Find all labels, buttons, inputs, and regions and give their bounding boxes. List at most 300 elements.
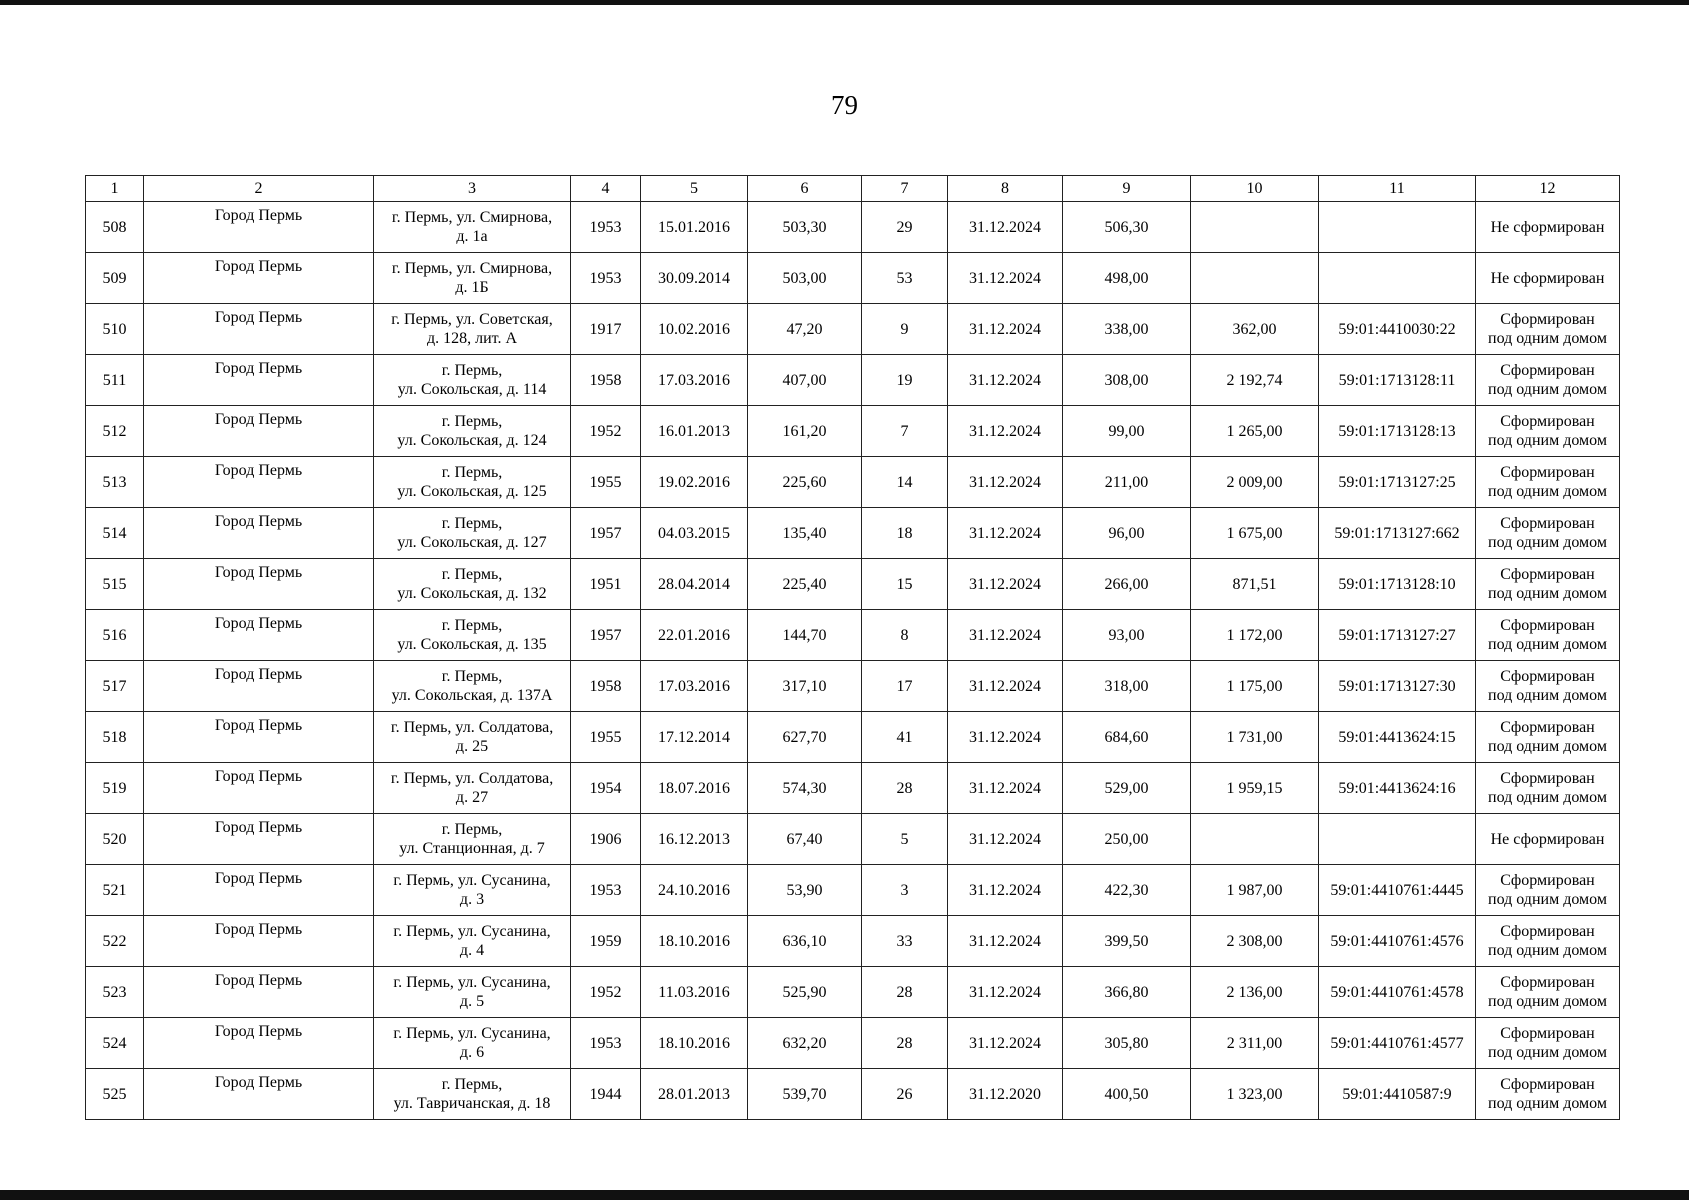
area-cell: 135,40 bbox=[748, 508, 862, 559]
land-status-line: под одним домом bbox=[1488, 789, 1607, 806]
area-cell: 525,90 bbox=[748, 967, 862, 1018]
area-cell: 47,20 bbox=[748, 304, 862, 355]
recognition-date-cell: 15.01.2016 bbox=[641, 202, 748, 253]
land-status-line: под одним домом bbox=[1488, 1044, 1607, 1061]
table-row bbox=[86, 355, 1620, 406]
row-number-cell: 514 bbox=[86, 508, 144, 559]
address-cell bbox=[374, 661, 571, 712]
address-line: ул. Сокольская, д. 135 bbox=[397, 636, 547, 653]
recognition-date-cell: 10.02.2016 bbox=[641, 304, 748, 355]
land-status-line: Сформирован bbox=[1500, 515, 1595, 532]
municipality-cell: Город Пермь bbox=[144, 202, 374, 253]
municipality-cell: Город Пермь bbox=[144, 610, 374, 661]
row-number-cell: 511 bbox=[86, 355, 144, 406]
table-row bbox=[86, 763, 1620, 814]
table-row bbox=[86, 865, 1620, 916]
living-area-cell: 529,00 bbox=[1063, 763, 1191, 814]
residents-cell: 53 bbox=[862, 253, 948, 304]
column-number-1: 1 bbox=[86, 176, 144, 202]
year-built-cell: 1959 bbox=[571, 916, 641, 967]
address-line: ул. Тавричанская, д. 18 bbox=[393, 1095, 551, 1112]
address-cell bbox=[374, 610, 571, 661]
land-status-line: под одним домом bbox=[1488, 993, 1607, 1010]
residents-cell: 5 bbox=[862, 814, 948, 865]
year-built-cell: 1952 bbox=[571, 406, 641, 457]
living-area-cell: 684,60 bbox=[1063, 712, 1191, 763]
year-built-cell: 1951 bbox=[571, 559, 641, 610]
resettlement-deadline-cell: 31.12.2024 bbox=[948, 355, 1063, 406]
municipality-cell: Город Пермь bbox=[144, 763, 374, 814]
address-line: г. Пермь, ул. Солдатова, bbox=[390, 719, 554, 736]
resettlement-deadline-cell: 31.12.2024 bbox=[948, 814, 1063, 865]
land-status-line: Сформирован bbox=[1500, 668, 1595, 685]
row-number-cell: 513 bbox=[86, 457, 144, 508]
area-cell: 317,10 bbox=[748, 661, 862, 712]
resettlement-deadline-cell: 31.12.2024 bbox=[948, 916, 1063, 967]
land-status-line: под одним домом bbox=[1488, 432, 1607, 449]
land-area-cell: 2 136,00 bbox=[1191, 967, 1319, 1018]
land-status-cell bbox=[1476, 508, 1620, 559]
land-status-line: Не сформирован bbox=[1490, 269, 1605, 287]
land-area-cell: 2 311,00 bbox=[1191, 1018, 1319, 1069]
row-number-cell: 523 bbox=[86, 967, 144, 1018]
address-line: г. Пермь, bbox=[441, 668, 503, 685]
address-cell bbox=[374, 763, 571, 814]
recognition-date-cell: 17.03.2016 bbox=[641, 661, 748, 712]
municipality-cell: Город Пермь bbox=[144, 1069, 374, 1120]
recognition-date-cell: 04.03.2015 bbox=[641, 508, 748, 559]
address-line: г. Пермь, ул. Сусанина, bbox=[393, 923, 551, 940]
row-number-cell: 515 bbox=[86, 559, 144, 610]
row-number-cell: 521 bbox=[86, 865, 144, 916]
land-status-cell bbox=[1476, 253, 1620, 304]
land-status-cell bbox=[1476, 814, 1620, 865]
address-line: ул. Сокольская, д. 125 bbox=[397, 483, 547, 500]
table-row bbox=[86, 661, 1620, 712]
recognition-date-cell: 28.01.2013 bbox=[641, 1069, 748, 1120]
recognition-date-cell: 16.12.2013 bbox=[641, 814, 748, 865]
land-area-cell: 2 308,00 bbox=[1191, 916, 1319, 967]
address-line: д. 6 bbox=[459, 1044, 485, 1061]
address-line: ул. Сокольская, д. 132 bbox=[397, 585, 547, 602]
land-status-cell bbox=[1476, 712, 1620, 763]
address-line: г. Пермь, bbox=[441, 362, 503, 379]
land-area-cell: 1 675,00 bbox=[1191, 508, 1319, 559]
resettlement-deadline-cell: 31.12.2024 bbox=[948, 712, 1063, 763]
resettlement-deadline-cell: 31.12.2024 bbox=[948, 304, 1063, 355]
table-row bbox=[86, 1018, 1620, 1069]
recognition-date-cell: 17.03.2016 bbox=[641, 355, 748, 406]
residents-cell: 15 bbox=[862, 559, 948, 610]
land-status-line: Не сформирован bbox=[1490, 830, 1605, 848]
area-cell: 407,00 bbox=[748, 355, 862, 406]
cadastral-number-cell: 59:01:1713128:13 bbox=[1319, 406, 1476, 457]
living-area-cell: 422,30 bbox=[1063, 865, 1191, 916]
resettlement-deadline-cell: 31.12.2020 bbox=[948, 1069, 1063, 1120]
year-built-cell: 1944 bbox=[571, 1069, 641, 1120]
row-number-cell: 519 bbox=[86, 763, 144, 814]
living-area-cell: 400,50 bbox=[1063, 1069, 1191, 1120]
land-status-line: Сформирован bbox=[1500, 872, 1595, 889]
land-status-line: под одним домом bbox=[1488, 738, 1607, 755]
cadastral-number-cell bbox=[1319, 202, 1476, 253]
area-cell: 225,60 bbox=[748, 457, 862, 508]
resettlement-deadline-cell: 31.12.2024 bbox=[948, 661, 1063, 712]
land-status-line: Сформирован bbox=[1500, 617, 1595, 634]
address-cell bbox=[374, 916, 571, 967]
table-row bbox=[86, 202, 1620, 253]
year-built-cell: 1955 bbox=[571, 457, 641, 508]
living-area-cell: 250,00 bbox=[1063, 814, 1191, 865]
municipality-cell: Город Пермь bbox=[144, 304, 374, 355]
row-number-cell: 509 bbox=[86, 253, 144, 304]
table-row bbox=[86, 508, 1620, 559]
cadastral-number-cell: 59:01:4410030:22 bbox=[1319, 304, 1476, 355]
address-line: г. Пермь, bbox=[441, 821, 503, 838]
land-status-line: Сформирован bbox=[1500, 1025, 1595, 1042]
land-status-cell bbox=[1476, 202, 1620, 253]
address-line: д. 5 bbox=[459, 993, 485, 1010]
row-number-cell: 522 bbox=[86, 916, 144, 967]
address-line: д. 128, лит. А bbox=[426, 330, 518, 347]
land-area-cell: 362,00 bbox=[1191, 304, 1319, 355]
address-line: ул. Сокольская, д. 114 bbox=[397, 381, 547, 398]
land-status-line: Сформирован bbox=[1500, 362, 1595, 379]
residents-cell: 29 bbox=[862, 202, 948, 253]
land-status-cell bbox=[1476, 304, 1620, 355]
residents-cell: 17 bbox=[862, 661, 948, 712]
residents-cell: 18 bbox=[862, 508, 948, 559]
year-built-cell: 1906 bbox=[571, 814, 641, 865]
municipality-cell: Город Пермь bbox=[144, 916, 374, 967]
recognition-date-cell: 18.10.2016 bbox=[641, 916, 748, 967]
residents-cell: 19 bbox=[862, 355, 948, 406]
resettlement-deadline-cell: 31.12.2024 bbox=[948, 763, 1063, 814]
living-area-cell: 366,80 bbox=[1063, 967, 1191, 1018]
resettlement-deadline-cell: 31.12.2024 bbox=[948, 1018, 1063, 1069]
cadastral-number-cell: 59:01:4410587:9 bbox=[1319, 1069, 1476, 1120]
address-line: д. 4 bbox=[459, 942, 485, 959]
land-status-line: под одним домом bbox=[1488, 330, 1607, 347]
living-area-cell: 308,00 bbox=[1063, 355, 1191, 406]
land-status-cell bbox=[1476, 763, 1620, 814]
municipality-cell: Город Пермь bbox=[144, 406, 374, 457]
living-area-cell: 506,30 bbox=[1063, 202, 1191, 253]
area-cell: 161,20 bbox=[748, 406, 862, 457]
residents-cell: 28 bbox=[862, 1018, 948, 1069]
resettlement-deadline-cell: 31.12.2024 bbox=[948, 406, 1063, 457]
land-area-cell bbox=[1191, 253, 1319, 304]
row-number-cell: 508 bbox=[86, 202, 144, 253]
address-cell bbox=[374, 814, 571, 865]
column-number-12: 12 bbox=[1476, 176, 1620, 202]
address-line: г. Пермь, ул. Советская, bbox=[391, 311, 553, 328]
land-area-cell: 1 731,00 bbox=[1191, 712, 1319, 763]
row-number-cell: 518 bbox=[86, 712, 144, 763]
land-status-cell bbox=[1476, 457, 1620, 508]
land-status-line: под одним домом bbox=[1488, 381, 1607, 398]
area-cell: 539,70 bbox=[748, 1069, 862, 1120]
land-status-line: Не сформирован bbox=[1490, 218, 1605, 236]
living-area-cell: 266,00 bbox=[1063, 559, 1191, 610]
residents-cell: 33 bbox=[862, 916, 948, 967]
cadastral-number-cell: 59:01:1713127:27 bbox=[1319, 610, 1476, 661]
cadastral-number-cell: 59:01:4410761:4577 bbox=[1319, 1018, 1476, 1069]
land-status-cell bbox=[1476, 355, 1620, 406]
municipality-cell: Город Пермь bbox=[144, 508, 374, 559]
address-cell bbox=[374, 1069, 571, 1120]
cadastral-number-cell: 59:01:1713128:10 bbox=[1319, 559, 1476, 610]
table-row bbox=[86, 457, 1620, 508]
table-row bbox=[86, 916, 1620, 967]
land-area-cell: 2 192,74 bbox=[1191, 355, 1319, 406]
cadastral-number-cell: 59:01:4410761:4576 bbox=[1319, 916, 1476, 967]
land-status-cell bbox=[1476, 661, 1620, 712]
recognition-date-cell: 22.01.2016 bbox=[641, 610, 748, 661]
table-row bbox=[86, 559, 1620, 610]
land-status-line: под одним домом bbox=[1488, 483, 1607, 500]
area-cell: 225,40 bbox=[748, 559, 862, 610]
land-status-line: под одним домом bbox=[1488, 687, 1607, 704]
row-number-cell: 516 bbox=[86, 610, 144, 661]
bottom-scan-border bbox=[0, 1190, 1689, 1200]
residents-cell: 41 bbox=[862, 712, 948, 763]
address-line: г. Пермь, ул. Сусанина, bbox=[393, 974, 551, 991]
resettlement-deadline-cell: 31.12.2024 bbox=[948, 457, 1063, 508]
resettlement-deadline-cell: 31.12.2024 bbox=[948, 610, 1063, 661]
land-status-line: под одним домом bbox=[1488, 636, 1607, 653]
land-status-line: Сформирован bbox=[1500, 923, 1595, 940]
municipality-cell: Город Пермь bbox=[144, 559, 374, 610]
year-built-cell: 1957 bbox=[571, 610, 641, 661]
address-cell bbox=[374, 508, 571, 559]
table-row bbox=[86, 304, 1620, 355]
cadastral-number-cell: 59:01:4410761:4445 bbox=[1319, 865, 1476, 916]
column-number-6: 6 bbox=[748, 176, 862, 202]
residents-cell: 7 bbox=[862, 406, 948, 457]
address-cell bbox=[374, 967, 571, 1018]
land-status-line: Сформирован bbox=[1500, 413, 1595, 430]
residents-cell: 14 bbox=[862, 457, 948, 508]
table-body bbox=[86, 202, 1620, 1120]
resettlement-deadline-cell: 31.12.2024 bbox=[948, 253, 1063, 304]
land-status-cell bbox=[1476, 559, 1620, 610]
year-built-cell: 1953 bbox=[571, 1018, 641, 1069]
land-status-line: Сформирован bbox=[1500, 311, 1595, 328]
municipality-cell: Город Пермь bbox=[144, 967, 374, 1018]
table-row bbox=[86, 253, 1620, 304]
land-status-cell bbox=[1476, 916, 1620, 967]
address-line: г. Пермь, bbox=[441, 1076, 503, 1093]
land-area-cell bbox=[1191, 814, 1319, 865]
land-area-cell: 1 172,00 bbox=[1191, 610, 1319, 661]
land-area-cell: 1 323,00 bbox=[1191, 1069, 1319, 1120]
address-line: д. 27 bbox=[455, 789, 489, 806]
residents-cell: 3 bbox=[862, 865, 948, 916]
row-number-cell: 524 bbox=[86, 1018, 144, 1069]
land-status-line: под одним домом bbox=[1488, 585, 1607, 602]
municipality-cell: Город Пермь bbox=[144, 865, 374, 916]
living-area-cell: 99,00 bbox=[1063, 406, 1191, 457]
recognition-date-cell: 28.04.2014 bbox=[641, 559, 748, 610]
resettlement-deadline-cell: 31.12.2024 bbox=[948, 508, 1063, 559]
living-area-cell: 96,00 bbox=[1063, 508, 1191, 559]
municipality-cell: Город Пермь bbox=[144, 661, 374, 712]
recognition-date-cell: 11.03.2016 bbox=[641, 967, 748, 1018]
area-cell: 503,30 bbox=[748, 202, 862, 253]
land-status-line: Сформирован bbox=[1500, 974, 1595, 991]
area-cell: 144,70 bbox=[748, 610, 862, 661]
resettlement-deadline-cell: 31.12.2024 bbox=[948, 202, 1063, 253]
year-built-cell: 1953 bbox=[571, 202, 641, 253]
cadastral-number-cell: 59:01:4413624:16 bbox=[1319, 763, 1476, 814]
living-area-cell: 93,00 bbox=[1063, 610, 1191, 661]
land-area-cell: 2 009,00 bbox=[1191, 457, 1319, 508]
address-cell bbox=[374, 457, 571, 508]
header-row bbox=[86, 176, 1620, 202]
municipality-cell: Город Пермь bbox=[144, 712, 374, 763]
recognition-date-cell: 16.01.2013 bbox=[641, 406, 748, 457]
land-status-line: Сформирован bbox=[1500, 566, 1595, 583]
column-number-11: 11 bbox=[1319, 176, 1476, 202]
land-status-cell bbox=[1476, 1069, 1620, 1120]
residents-cell: 9 bbox=[862, 304, 948, 355]
residents-cell: 28 bbox=[862, 763, 948, 814]
land-status-line: под одним домом bbox=[1488, 942, 1607, 959]
living-area-cell: 211,00 bbox=[1063, 457, 1191, 508]
land-area-cell: 1 987,00 bbox=[1191, 865, 1319, 916]
municipality-cell: Город Пермь bbox=[144, 355, 374, 406]
cadastral-number-cell: 59:01:1713128:11 bbox=[1319, 355, 1476, 406]
living-area-cell: 498,00 bbox=[1063, 253, 1191, 304]
area-cell: 574,30 bbox=[748, 763, 862, 814]
resettlement-deadline-cell: 31.12.2024 bbox=[948, 967, 1063, 1018]
recognition-date-cell: 24.10.2016 bbox=[641, 865, 748, 916]
address-cell bbox=[374, 355, 571, 406]
recognition-date-cell: 18.10.2016 bbox=[641, 1018, 748, 1069]
cadastral-number-cell: 59:01:4413624:15 bbox=[1319, 712, 1476, 763]
municipality-cell: Город Пермь bbox=[144, 457, 374, 508]
land-status-cell bbox=[1476, 1018, 1620, 1069]
column-number-header bbox=[86, 176, 1620, 202]
address-line: г. Пермь, ул. Смирнова, bbox=[391, 209, 553, 226]
page-number: 79 bbox=[831, 90, 858, 120]
row-number-cell: 520 bbox=[86, 814, 144, 865]
address-line: г. Пермь, bbox=[441, 515, 503, 532]
address-line: г. Пермь, bbox=[441, 617, 503, 634]
year-built-cell: 1953 bbox=[571, 865, 641, 916]
address-line: г. Пермь, ул. Сусанина, bbox=[393, 872, 551, 889]
land-status-line: Сформирован bbox=[1500, 719, 1595, 736]
cadastral-number-cell bbox=[1319, 814, 1476, 865]
cadastral-number-cell: 59:01:1713127:25 bbox=[1319, 457, 1476, 508]
land-status-cell bbox=[1476, 406, 1620, 457]
resettlement-deadline-cell: 31.12.2024 bbox=[948, 559, 1063, 610]
year-built-cell: 1955 bbox=[571, 712, 641, 763]
year-built-cell: 1958 bbox=[571, 661, 641, 712]
housing-register-table bbox=[85, 175, 1620, 1120]
land-status-line: Сформирован bbox=[1500, 464, 1595, 481]
table-row bbox=[86, 712, 1620, 763]
residents-cell: 8 bbox=[862, 610, 948, 661]
address-line: ул. Сокольская, д. 137А bbox=[391, 687, 553, 704]
land-status-cell bbox=[1476, 865, 1620, 916]
address-line: д. 25 bbox=[455, 738, 489, 755]
column-number-5: 5 bbox=[641, 176, 748, 202]
land-status-line: под одним домом bbox=[1488, 1095, 1607, 1112]
living-area-cell: 305,80 bbox=[1063, 1018, 1191, 1069]
cadastral-number-cell: 59:01:1713127:662 bbox=[1319, 508, 1476, 559]
address-line: д. 1а bbox=[456, 228, 488, 245]
address-line: ул. Сокольская, д. 124 bbox=[397, 432, 547, 449]
column-number-3: 3 bbox=[374, 176, 571, 202]
municipality-cell: Город Пермь bbox=[144, 814, 374, 865]
address-line: г. Пермь, ул. Солдатова, bbox=[390, 770, 554, 787]
land-area-cell: 1 175,00 bbox=[1191, 661, 1319, 712]
area-cell: 67,40 bbox=[748, 814, 862, 865]
living-area-cell: 318,00 bbox=[1063, 661, 1191, 712]
area-cell: 53,90 bbox=[748, 865, 862, 916]
year-built-cell: 1958 bbox=[571, 355, 641, 406]
address-cell bbox=[374, 559, 571, 610]
address-line: г. Пермь, ул. Сусанина, bbox=[393, 1025, 551, 1042]
table-row bbox=[86, 1069, 1620, 1120]
cadastral-number-cell: 59:01:1713127:30 bbox=[1319, 661, 1476, 712]
land-area-cell: 1 265,00 bbox=[1191, 406, 1319, 457]
table-row bbox=[86, 814, 1620, 865]
resettlement-deadline-cell: 31.12.2024 bbox=[948, 865, 1063, 916]
area-cell: 632,20 bbox=[748, 1018, 862, 1069]
column-number-9: 9 bbox=[1063, 176, 1191, 202]
address-line: ул. Станционная, д. 7 bbox=[399, 840, 545, 857]
recognition-date-cell: 17.12.2014 bbox=[641, 712, 748, 763]
land-area-cell bbox=[1191, 202, 1319, 253]
residents-cell: 26 bbox=[862, 1069, 948, 1120]
column-number-7: 7 bbox=[862, 176, 948, 202]
address-cell bbox=[374, 253, 571, 304]
area-cell: 636,10 bbox=[748, 916, 862, 967]
living-area-cell: 399,50 bbox=[1063, 916, 1191, 967]
year-built-cell: 1953 bbox=[571, 253, 641, 304]
area-cell: 503,00 bbox=[748, 253, 862, 304]
land-area-cell: 1 959,15 bbox=[1191, 763, 1319, 814]
land-status-line: под одним домом bbox=[1488, 534, 1607, 551]
row-number-cell: 510 bbox=[86, 304, 144, 355]
recognition-date-cell: 18.07.2016 bbox=[641, 763, 748, 814]
land-area-cell: 871,51 bbox=[1191, 559, 1319, 610]
year-built-cell: 1917 bbox=[571, 304, 641, 355]
cadastral-number-cell: 59:01:4410761:4578 bbox=[1319, 967, 1476, 1018]
row-number-cell: 525 bbox=[86, 1069, 144, 1120]
column-number-2: 2 bbox=[144, 176, 374, 202]
municipality-cell: Город Пермь bbox=[144, 1018, 374, 1069]
table-row bbox=[86, 967, 1620, 1018]
living-area-cell: 338,00 bbox=[1063, 304, 1191, 355]
recognition-date-cell: 19.02.2016 bbox=[641, 457, 748, 508]
land-status-line: Сформирован bbox=[1500, 770, 1595, 787]
area-cell: 627,70 bbox=[748, 712, 862, 763]
table-row bbox=[86, 406, 1620, 457]
address-cell bbox=[374, 406, 571, 457]
year-built-cell: 1954 bbox=[571, 763, 641, 814]
row-number-cell: 512 bbox=[86, 406, 144, 457]
address-line: д. 1Б bbox=[455, 279, 489, 296]
land-status-cell bbox=[1476, 610, 1620, 661]
address-cell bbox=[374, 712, 571, 763]
address-line: г. Пермь, bbox=[441, 464, 503, 481]
address-line: г. Пермь, bbox=[441, 566, 503, 583]
column-number-8: 8 bbox=[948, 176, 1063, 202]
